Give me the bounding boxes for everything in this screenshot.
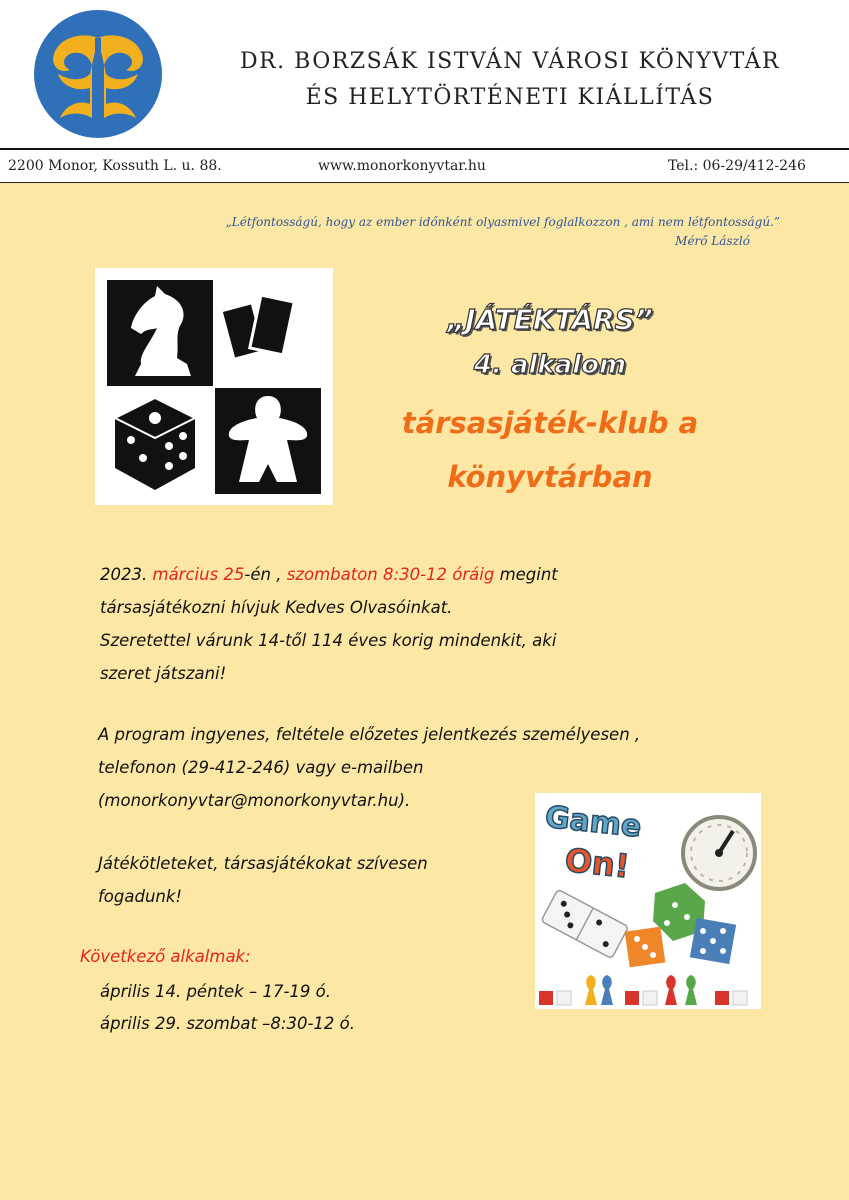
event-subtitle-line1: társasjáték-klub a [401,406,699,440]
orange-die-icon [625,927,666,968]
event-name: „JÁTÉKTÁRS” [447,303,653,336]
website-link[interactable]: www.monorkonyvtar.hu [318,158,486,174]
spinner-icon [683,817,755,889]
library-name-line2: ÉS HELYTÖRTÉNETI KIÁLLÍTÁS [305,85,715,110]
library-name-line1: DR. BORZSÁK ISTVÁN VÁROSI KÖNYVTÁR [239,49,781,74]
game-on-text-line1: Game [543,799,644,845]
intro-date-suffix: -én , [244,565,282,584]
intro-date: március 25 [152,565,245,584]
intro-day-time: szombaton 8:30-12 óráig [286,565,495,584]
quote-author: Mérő László [675,234,750,248]
registration-line2: telefonon (29-412-246) vagy e-mailben [98,758,424,777]
intro-year: 2023. [100,565,148,584]
event-subtitle-line2: könyvtárban [447,460,653,494]
board-games-icons-image [95,268,333,505]
intro-line2: társasjátékozni hívjuk Kedves Olvasóinkat. [100,598,453,617]
next-session-item-2: április 29. szombat –8:30-12 ó. [100,1014,356,1033]
next-session-item-1: április 14. péntek – 17-19 ó. [100,982,331,1001]
registration-email[interactable]: (monorkonyvtar@monorkonyvtar.hu). [98,791,411,810]
event-occasion: 4. alkalom [473,350,627,380]
library-logo-icon [32,8,164,140]
address: 2200 Monor, Kossuth L. u. 88. [8,158,222,174]
quote-text: „Létfontosságú, hogy az ember időnként olyasmivel foglalkozzon , ami nem létfontosságú.” [225,215,780,229]
intro-line4: szeret játszani! [100,664,227,683]
phone-number: Tel.: 06-29/412-246 [668,158,806,174]
donation-paragraph [98,847,518,913]
contact-bar [0,150,849,183]
header [0,0,849,148]
quote [60,213,780,251]
donation-line1: Játékötleteket, társasjátékokat szívesen [98,854,428,873]
registration-line1: A program ingyenes, feltétele előzetes jelentkezés személyesen , [98,725,641,744]
intro-line3: Szeretettel várunk 14-től 114 éves korig mindenkit, aki [100,631,557,650]
next-sessions-title: Következő alkalmak: [80,947,251,966]
blue-die-icon [690,918,736,964]
intro-line1 [100,558,740,591]
intro-paragraph [100,558,740,690]
game-on-text-line2: On! [563,840,632,886]
library-name [200,44,820,116]
event-title [350,300,750,506]
intro-after: megint [499,565,558,584]
game-on-image [535,793,761,1009]
donation-line2: fogadunk! [98,887,183,906]
